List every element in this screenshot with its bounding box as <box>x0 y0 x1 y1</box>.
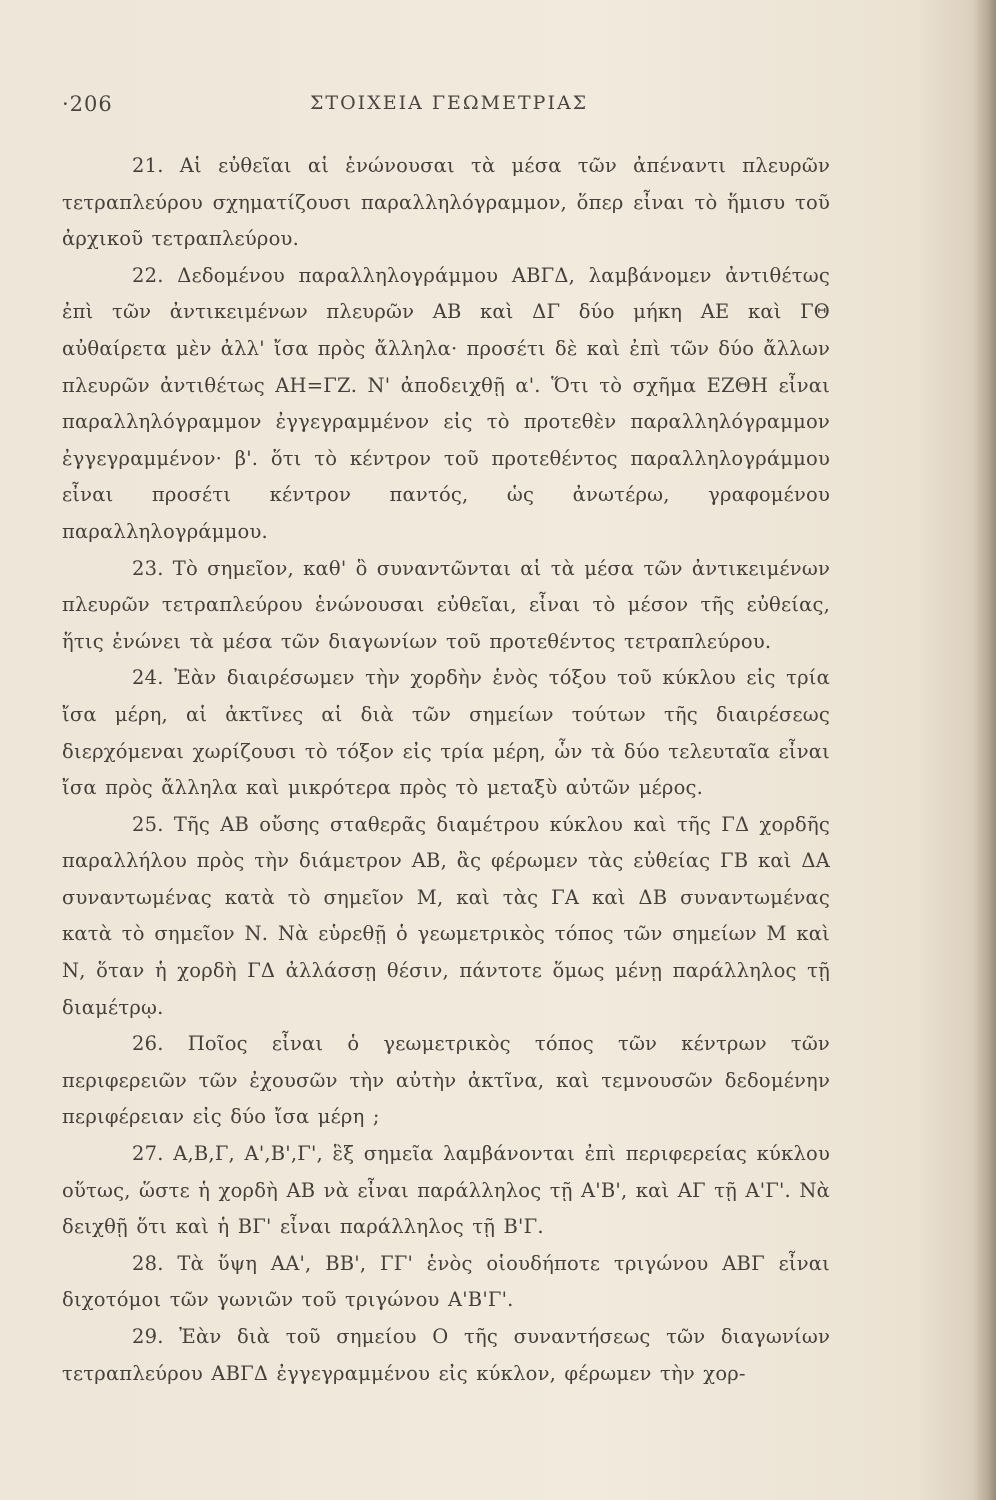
exercise-26: 26. Ποῖος εἶναι ὁ γεωμετρικὸς τόπος τῶν κέντρων τῶν περιφερειῶν τῶν ἐχουσῶν τὴν αὐτὴν ἀκτῖνα, καὶ τεμνουσῶν δεδομένην περιφέρειαν εἰς δύο ἴσα μέρη ; <box>62 1032 830 1129</box>
page-number: ·206 <box>62 92 113 116</box>
page-gutter-shadow <box>974 0 996 1500</box>
exercise-27: 27. Α,Β,Γ, Α',Β',Γ', ἓξ σημεῖα λαμβάνονται ἐπὶ περιφερείας κύκλου οὕτως, ὥστε ἡ χορδὴ ΑΒ νὰ εἶναι παράλληλος τῇ Α'Β', καὶ ΑΓ τῇ Α'Γ'. Νὰ δειχθῇ ὅτι καὶ ἡ ΒΓ' εἶναι παράλληλος τῇ Β'Γ. <box>62 1142 830 1239</box>
page-header <box>0 92 996 122</box>
exercise-25: 25. Τῆς ΑΒ οὔσης σταθερᾶς διαμέτρου κύκλου καὶ τῆς ΓΔ χορδῆς παραλλήλου πρὸς τὴν διάμετρον ΑΒ, ἂς φέρωμεν τὰς εὐθείας ΓΒ καὶ ΔΑ συναντωμένας κατὰ τὸ σημεῖον Μ, καὶ τὰς ΓΑ καὶ ΔΒ συναντωμένας κατὰ τὸ σημεῖον Ν. Νὰ εὑρεθῇ ὁ γεωμετρικὸς τόπος τῶν σημείων Μ καὶ Ν, ὅταν ἡ χορδὴ ΓΔ ἀλλάσσῃ θέσιν, πάντοτε ὅμως μένῃ παράλληλος τῇ διαμέτρῳ. <box>62 812 830 1019</box>
exercise-29: 29. Ἐὰν διὰ τοῦ σημείου Ο τῆς συναντήσεως τῶν διαγωνίων τετραπλεύρου ΑΒΓΔ ἐγγεγραμμένου εἰς κύκλον, φέρωμεν τὴν χορ- <box>62 1325 830 1385</box>
exercise-21: 21. Αἱ εὐθεῖαι αἱ ἑνώνουσαι τὰ μέσα τῶν ἀπέναντι πλευρῶν τετραπλεύρου σχηματίζουσι παραλληλόγραμμον, ὅπερ εἶναι τὸ ἥμισυ τοῦ ἀρχικοῦ τετραπλεύρου. <box>62 154 830 251</box>
exercise-24: 24. Ἐὰν διαιρέσωμεν τὴν χορδὴν ἑνὸς τόξου τοῦ κύκλου εἰς τρία ἴσα μέρη, αἱ ἀκτῖνες αἱ διὰ τῶν σημείων τούτων τῆς διαιρέσεως διερχόμεναι χωρίζουσι τὸ τόξον εἰς τρία μέρη, ὧν τὰ δύο τελευταῖα εἶναι ἴσα πρὸς ἄλληλα καὶ μικρότερα πρὸς τὸ μεταξὺ αὐτῶν μέρος. <box>62 666 830 800</box>
running-title: ΣΤΟΙΧΕΙΑ ΓΕΩΜΕΤΡΙΑΣ <box>310 92 589 114</box>
exercise-list <box>62 148 830 1392</box>
exercise-23: 23. Τὸ σημεῖον, καθ' ὃ συναντῶνται αἱ τὰ μέσα τῶν ἀντικειμένων πλευρῶν τετραπλεύρου ἑνώνουσαι εὐθεῖαι, εἶναι τὸ μέσον τῆς εὐθείας, ἥτις ἑνώνει τὰ μέσα τῶν διαγωνίων τοῦ προτεθέντος τετραπλεύρου. <box>62 556 830 653</box>
exercise-28: 28. Τὰ ὕψη ΑΑ', ΒΒ', ΓΓ' ἑνὸς οἱουδήποτε τριγώνου ΑΒΓ εἶναι διχοτόμοι τῶν γωνιῶν τοῦ τριγώνου Α'Β'Γ'. <box>62 1251 830 1312</box>
exercise-22: 22. Δεδομένου παραλληλογράμμου ΑΒΓΔ, λαμβάνομεν ἀντιθέτως ἐπὶ τῶν ἀντικειμένων πλευρῶν ΑΒ καὶ ΔΓ δύο μήκη ΑΕ καὶ ΓΘ αὐθαίρετα μὲν ἀλλ' ἴσα πρὸς ἄλληλα· προσέτι δὲ καὶ ἐπὶ τῶν δύο ἄλλων πλευρῶν ἀντιθέτως ΑΗ=ΓΖ. Ν' ἀποδειχθῇ α'. Ὅτι τὸ σχῆμα ΕΖΘΗ εἶναι παραλληλόγραμμον ἐγγεγραμμένον εἰς τὸ προτεθὲν παραλληλόγραμμον ἐγγεγραμμένον· β'. ὅτι τὸ κέντρον τοῦ προτεθέντος παραλληλογράμμου εἶναι προσέτι κέντρον παντός, ὡς ἀνωτέρω, γραφομένου παραλληλογράμμου. <box>62 263 830 543</box>
